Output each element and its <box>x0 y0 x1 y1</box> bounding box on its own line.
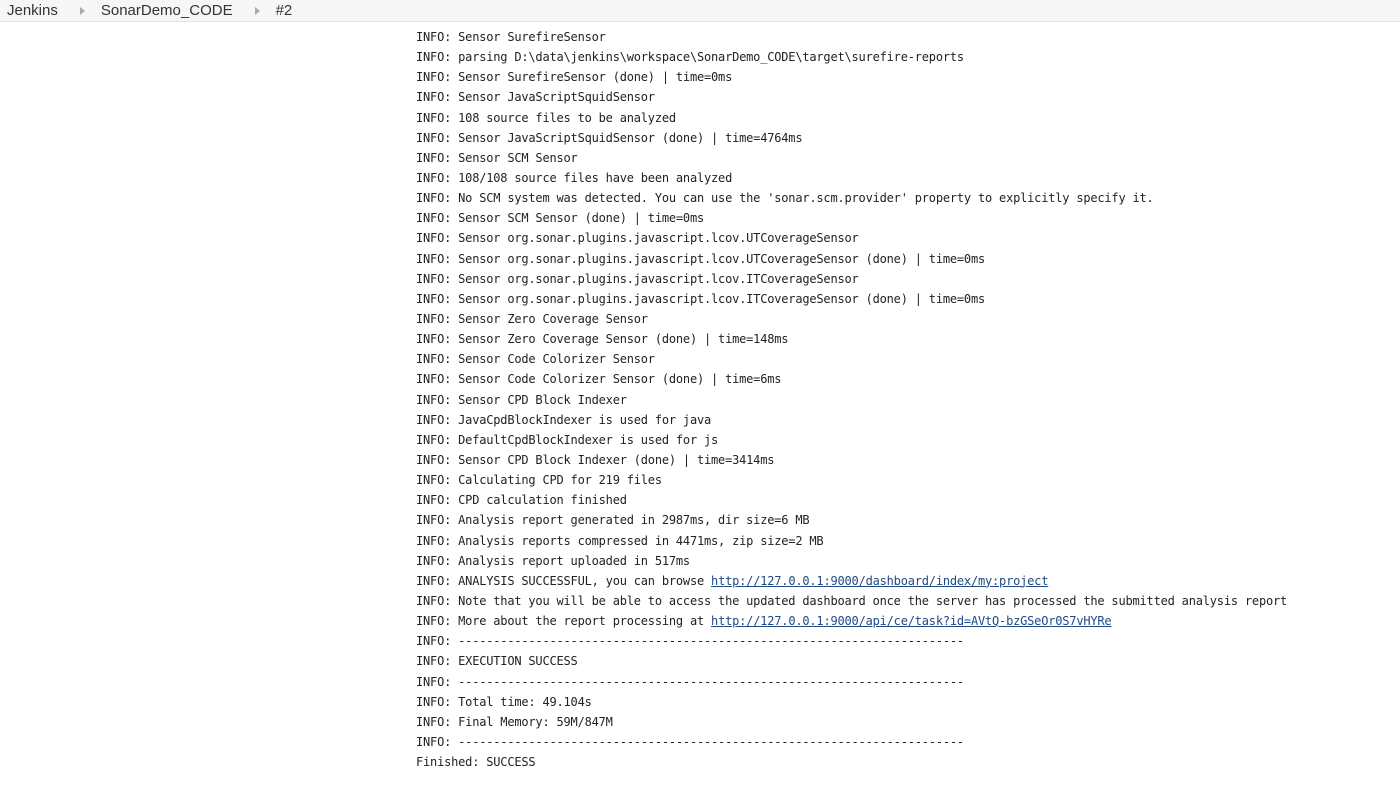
console-line-text: INFO: parsing D:\data\jenkins\workspace\SonarDemo_CODE\target\surefire-reports <box>416 50 964 65</box>
console-line <box>416 188 1287 208</box>
console-line <box>416 692 1287 712</box>
console-line <box>416 611 1287 631</box>
console-line-text: INFO: No SCM system was detected. You can use the 'sonar.scm.provider' property to explicitly specify it. <box>416 191 1154 206</box>
console-line <box>416 531 1287 551</box>
console-line <box>416 168 1287 188</box>
breadcrumb-separator-icon <box>80 7 85 15</box>
console-line <box>416 591 1287 611</box>
console-line-text: INFO: Sensor org.sonar.plugins.javascript.lcov.UTCoverageSensor (done) | time=0ms <box>416 251 985 266</box>
console-line <box>416 329 1287 349</box>
console-line-text: INFO: Sensor JavaScriptSquidSensor (done) | time=4764ms <box>416 130 803 145</box>
console-line-text: INFO: Analysis report uploaded in 517ms <box>416 553 690 568</box>
console-line-text: INFO: Sensor Zero Coverage Sensor <box>416 311 648 326</box>
console-line-text: INFO: Sensor org.sonar.plugins.javascript.lcov.ITCoverageSensor <box>416 271 859 286</box>
console-line-text: INFO: ------------------------------------------------------------------------ <box>416 734 964 749</box>
console-line <box>416 108 1287 128</box>
console-line <box>416 551 1287 571</box>
console-line-text: INFO: Sensor JavaScriptSquidSensor <box>416 90 655 105</box>
console-line <box>416 752 1287 772</box>
console-line-text: INFO: CPD calculation finished <box>416 493 627 508</box>
breadcrumb-link-build[interactable]: #2 <box>275 2 293 19</box>
console-line <box>416 430 1287 450</box>
console-line-text: INFO: ANALYSIS SUCCESSFUL, you can browse <box>416 573 712 588</box>
console-line <box>416 450 1287 470</box>
console-link[interactable]: http://127.0.0.1:9000/api/ce/task?id=AVtQ-bzGSeOr0S7vHYRe <box>711 614 1112 629</box>
console-line <box>416 27 1287 47</box>
console-line <box>416 208 1287 228</box>
console-line-text: INFO: Sensor CPD Block Indexer <box>416 392 627 407</box>
console-line-text: INFO: Sensor org.sonar.plugins.javascript.lcov.UTCoverageSensor <box>416 231 859 246</box>
console-line <box>416 148 1287 168</box>
console-line-text: INFO: 108/108 source files have been analyzed <box>416 170 733 185</box>
console-line-text: INFO: Sensor CPD Block Indexer (done) | time=3414ms <box>416 452 775 467</box>
console-line <box>416 712 1287 732</box>
console-line-text: INFO: JavaCpdBlockIndexer is used for java <box>416 412 712 427</box>
console-line <box>416 67 1287 87</box>
console-line-text: Finished: SUCCESS <box>416 755 536 770</box>
breadcrumb-item-jenkins[interactable] <box>7 2 58 19</box>
breadcrumb-item-build[interactable] <box>276 2 293 19</box>
console-line <box>416 490 1287 510</box>
console-line-text: INFO: Calculating CPD for 219 files <box>416 473 662 488</box>
console-line-text: INFO: More about the report processing at <box>416 614 712 629</box>
console-output <box>416 27 1287 772</box>
console-line <box>416 390 1287 410</box>
console-line-text: INFO: DefaultCpdBlockIndexer is used for js <box>416 432 719 447</box>
console-line-text: INFO: Sensor SurefireSensor (done) | time=0ms <box>416 70 733 85</box>
console-line-text: INFO: Sensor Code Colorizer Sensor <box>416 352 655 367</box>
console-line-text: INFO: Sensor Code Colorizer Sensor (done) | time=6ms <box>416 372 782 387</box>
breadcrumb-separator-icon <box>255 7 260 15</box>
console-line <box>416 651 1287 671</box>
console-line <box>416 510 1287 530</box>
console-link[interactable]: http://127.0.0.1:9000/dashboard/index/my:project <box>711 573 1049 588</box>
breadcrumb-item-job[interactable] <box>101 2 233 19</box>
console-line <box>416 249 1287 269</box>
console-line <box>416 470 1287 490</box>
console-line <box>416 289 1287 309</box>
breadcrumb <box>0 0 1400 22</box>
console-line <box>416 410 1287 430</box>
console-line <box>416 369 1287 389</box>
breadcrumb-link-job[interactable]: SonarDemo_CODE <box>100 2 233 19</box>
console-line <box>416 349 1287 369</box>
console-line <box>416 732 1287 752</box>
console-line-text: INFO: Final Memory: 59M/847M <box>416 714 613 729</box>
console-line <box>416 672 1287 692</box>
console-line-text: INFO: Sensor SurefireSensor <box>416 30 606 44</box>
console-line <box>416 269 1287 289</box>
console-line-text: INFO: Sensor SCM Sensor (done) | time=0ms <box>416 211 705 226</box>
console-line-text: INFO: EXECUTION SUCCESS <box>416 654 578 669</box>
console-line-text: INFO: ------------------------------------------------------------------------ <box>416 674 964 689</box>
console-line-text: INFO: Sensor org.sonar.plugins.javascript.lcov.ITCoverageSensor (done) | time=0ms <box>416 291 985 306</box>
console-line <box>416 631 1287 651</box>
console-line-text: INFO: Sensor Zero Coverage Sensor (done) | time=148ms <box>416 332 789 347</box>
console-line-text: INFO: Total time: 49.104s <box>416 694 592 709</box>
console-line-text: INFO: ------------------------------------------------------------------------ <box>416 634 964 649</box>
console-line-text: INFO: Note that you will be able to access the updated dashboard once the server has processed the submitted analysis report <box>416 593 1288 608</box>
console-line-text: INFO: Analysis reports compressed in 4471ms, zip size=2 MB <box>416 533 824 548</box>
console-line-text: INFO: Sensor SCM Sensor <box>416 150 578 165</box>
console-line <box>416 128 1287 148</box>
breadcrumb-link-jenkins[interactable]: Jenkins <box>7 2 58 19</box>
console-line <box>416 87 1287 107</box>
console-line <box>416 571 1287 591</box>
console-line-text: INFO: 108 source files to be analyzed <box>416 110 676 125</box>
console-line-text: INFO: Analysis report generated in 2987ms, dir size=6 MB <box>416 513 810 528</box>
console-line <box>416 47 1287 67</box>
console-line <box>416 228 1287 248</box>
console-line <box>416 309 1287 329</box>
